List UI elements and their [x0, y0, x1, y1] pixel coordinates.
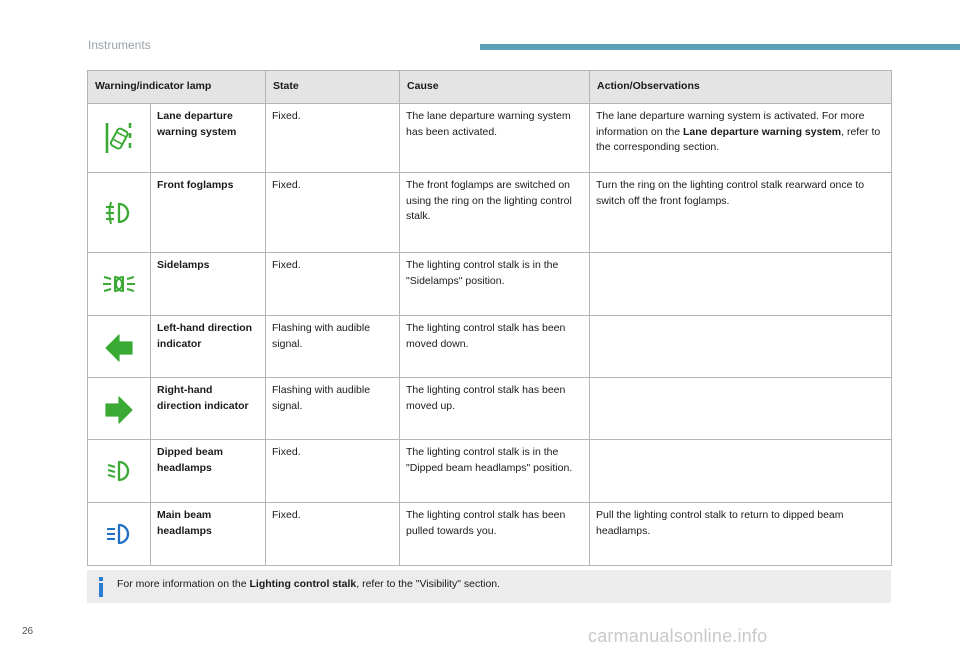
lamp-name: Main beam headlamps [151, 503, 266, 566]
watermark: carmanualsonline.info [588, 626, 768, 646]
front-foglamps-icon [104, 206, 134, 218]
dipped-beam-icon [104, 465, 134, 477]
lamp-cause: The lighting control stalk is in the "Sidelamps" position. [400, 253, 590, 316]
header-lamp: Warning/indicator lamp [88, 71, 266, 104]
info-icon [96, 577, 106, 597]
header-state: State [266, 71, 400, 104]
table-row [88, 253, 892, 316]
lamp-cause: The lighting control stalk has been moved down. [400, 316, 590, 378]
lamp-cause: The front foglamps are switched on using the ring on the lighting control stalk. [400, 173, 590, 253]
lamp-state: Fixed. [266, 104, 400, 173]
lamp-state: Flashing with audible signal. [266, 316, 400, 378]
header-bar [480, 44, 960, 50]
header-action: Action/Observations [590, 71, 892, 104]
lamp-action [590, 253, 892, 316]
lamp-action: Pull the lighting control stalk to return to dipped beam headlamps. [590, 503, 892, 566]
table-row [88, 104, 892, 173]
lamp-name: Dipped beam headlamps [151, 440, 266, 503]
lamp-action: Turn the ring on the lighting control stalk rearward once to switch off the front foglamps. [590, 173, 892, 253]
lamp-cause: The lighting control stalk has been moved up. [400, 378, 590, 440]
sidelamps-icon [101, 278, 137, 290]
lamp-action [590, 440, 892, 503]
lamp-cause: The lighting control stalk has been pulled towards you. [400, 503, 590, 566]
lamp-state: Fixed. [266, 503, 400, 566]
table-header-row [88, 71, 892, 104]
icon-cell [88, 173, 151, 253]
main-beam-icon [104, 528, 134, 540]
icon-cell [88, 440, 151, 503]
table-row [88, 440, 892, 503]
lamp-name: Left-hand direction indicator [151, 316, 266, 378]
lamp-name: Right-hand direction indicator [151, 378, 266, 440]
info-text: For more information on the Lighting control stalk, refer to the "Visibility" section. [117, 578, 501, 590]
lamp-cause: The lighting control stalk is in the "Dipped beam headlamps" position. [400, 440, 590, 503]
lamp-state: Flashing with audible signal. [266, 378, 400, 440]
table-row [88, 316, 892, 378]
lamp-action [590, 316, 892, 378]
lamp-state: Fixed. [266, 253, 400, 316]
icon-cell [88, 503, 151, 566]
lamp-name: Sidelamps [151, 253, 266, 316]
lamp-state: Fixed. [266, 173, 400, 253]
right-arrow-icon [104, 402, 134, 414]
table-row [88, 173, 892, 253]
header-cause: Cause [400, 71, 590, 104]
warning-lamps-table [87, 70, 892, 566]
info-note [87, 570, 891, 603]
icon-cell [88, 104, 151, 173]
lamp-name: Front foglamps [151, 173, 266, 253]
table-row [88, 503, 892, 566]
page-number: 26 [22, 626, 34, 637]
lamp-action [590, 378, 892, 440]
lane-departure-icon [104, 132, 134, 144]
icon-cell [88, 253, 151, 316]
section-title: Instruments [88, 38, 151, 52]
lamp-action: The lane departure warning system is activated. For more information on the Lane departure warning system, refer to the corresponding section. [590, 104, 892, 173]
lamp-state: Fixed. [266, 440, 400, 503]
lamp-name: Lane departure warning system [151, 104, 266, 173]
lamp-cause: The lane departure warning system has been activated. [400, 104, 590, 173]
icon-cell [88, 316, 151, 378]
left-arrow-icon [104, 340, 134, 352]
table-row [88, 378, 892, 440]
icon-cell [88, 378, 151, 440]
